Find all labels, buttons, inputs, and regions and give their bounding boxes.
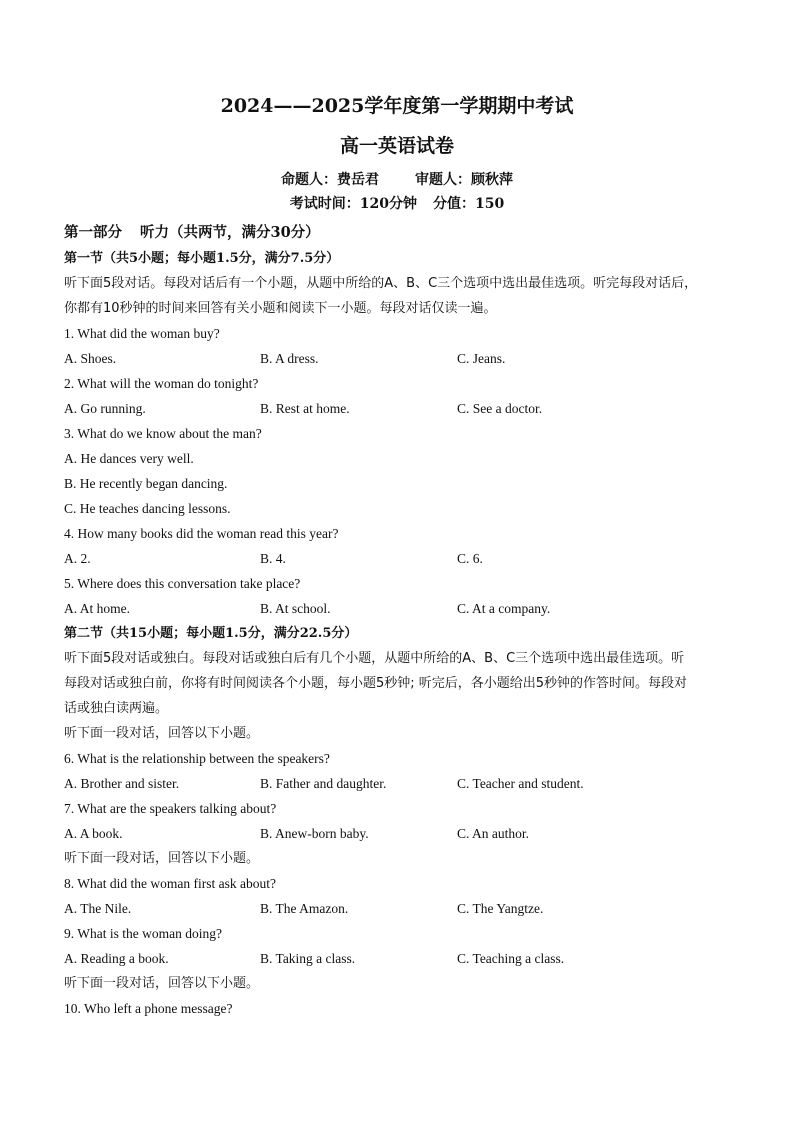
option-a: A. Go running.	[64, 401, 146, 416]
option-a: A. At home.	[64, 601, 130, 616]
option-c: C. An author.	[457, 826, 530, 841]
option-a: A. He dances very well.	[64, 451, 194, 466]
options-row	[64, 346, 730, 371]
option-b: B. Anew-born baby.	[260, 826, 369, 841]
option-b: B. 4.	[260, 551, 286, 566]
exam-title: 2024——2025学年度第一学期期中考试	[220, 95, 574, 117]
option-a: A. 2.	[64, 551, 91, 566]
options-row	[64, 946, 730, 971]
option-b: B. The Amazon.	[260, 901, 349, 916]
question-stem: 2. What will the woman do tonight?	[64, 376, 259, 391]
option-a: A. Brother and sister.	[64, 776, 180, 791]
options-row	[64, 821, 730, 846]
reviewer: 审题人：顾秋萍	[415, 172, 513, 188]
options-row	[64, 896, 730, 921]
question-stem: 7. What are the speakers talking about?	[64, 801, 277, 816]
setter: 命题人：费岳君	[281, 172, 379, 188]
option-c: C. Teaching a class.	[457, 951, 565, 966]
options-row	[64, 546, 730, 571]
exam-time: 考试时间：120分钟	[289, 196, 417, 212]
option-b: B. Rest at home.	[260, 401, 350, 416]
group-intro: 听下面一段对话，回答以下小题。	[64, 851, 260, 866]
option-b: B. A dress.	[260, 351, 319, 366]
options-row	[64, 771, 730, 796]
option-c: C. He teaches dancing lessons.	[64, 501, 231, 516]
group-intro: 听下面一段对话，回答以下小题。	[64, 726, 260, 741]
section1-heading: 第一节（共5小题；每小题1.5分，满分7.5分）	[64, 251, 340, 266]
group-intro: 听下面一段对话，回答以下小题。	[64, 976, 260, 991]
exam-info-line	[64, 192, 730, 216]
option-b: B. At school.	[260, 601, 331, 616]
question-stem: 6. What is the relationship between the speakers?	[64, 751, 330, 766]
question-stem: 8. What did the woman first ask about?	[64, 876, 276, 891]
option-c: C. Jeans.	[457, 351, 506, 366]
section2-heading: 第二节（共15小题；每小题1.5分，满分22.5分）	[64, 626, 358, 641]
options-row	[64, 396, 730, 421]
part1-heading: 第一部分 听力（共两节，满分30分）	[64, 224, 320, 241]
question-stem: 1. What did the woman buy?	[64, 326, 220, 341]
exam-score: 分值：150	[433, 196, 505, 212]
section2-instruction-cont: 每段对话或独白前，你将有时间阅读各个小题，每小题5秒钟; 听完后，各小题给出5秒钟的作答时间。每段对	[64, 676, 688, 691]
question-stem: 10. Who left a phone message?	[64, 1001, 233, 1016]
section2-instruction-end: 话或独白读两遍。	[64, 701, 169, 716]
option-c: C. At a company.	[457, 601, 551, 616]
question-stem: 5. Where does this conversation take place?	[64, 576, 301, 591]
option-a: A. Reading a book.	[64, 951, 169, 966]
question-stem: 4. How many books did the woman read this year?	[64, 526, 339, 541]
option-b: B. Father and daughter.	[260, 776, 387, 791]
section1-instruction: 听下面5段对话。每段对话后有一个小题，从题中所给的A、B、C三个选项中选出最佳选项。听完每段对话后，	[64, 276, 698, 291]
option-a: A. The Nile.	[64, 901, 132, 916]
question-stem: 9. What is the woman doing?	[64, 926, 222, 941]
option-b: B. Taking a class.	[260, 951, 356, 966]
option-c: C. Teacher and student.	[457, 776, 584, 791]
option-c: C. 6.	[457, 551, 483, 566]
authors-line	[64, 168, 730, 192]
option-a: A. A book.	[64, 826, 123, 841]
option-c: C. The Yangtze.	[457, 901, 544, 916]
question-stem: 3. What do we know about the man?	[64, 426, 262, 441]
option-a: A. Shoes.	[64, 351, 117, 366]
exam-subtitle: 高一英语试卷	[339, 135, 454, 157]
section2-instruction: 听下面5段对话或独白。每段对话或独白后有几个小题，从题中所给的A、B、C三个选项中选出最佳选项。听	[64, 651, 685, 666]
options-row	[64, 596, 730, 621]
option-b: B. He recently began dancing.	[64, 476, 228, 491]
section1-instruction-cont: 你都有10秒钟的时间来回答有关小题和阅读下一小题。每段对话仅读一遍。	[64, 301, 497, 316]
option-c: C. See a doctor.	[457, 401, 543, 416]
